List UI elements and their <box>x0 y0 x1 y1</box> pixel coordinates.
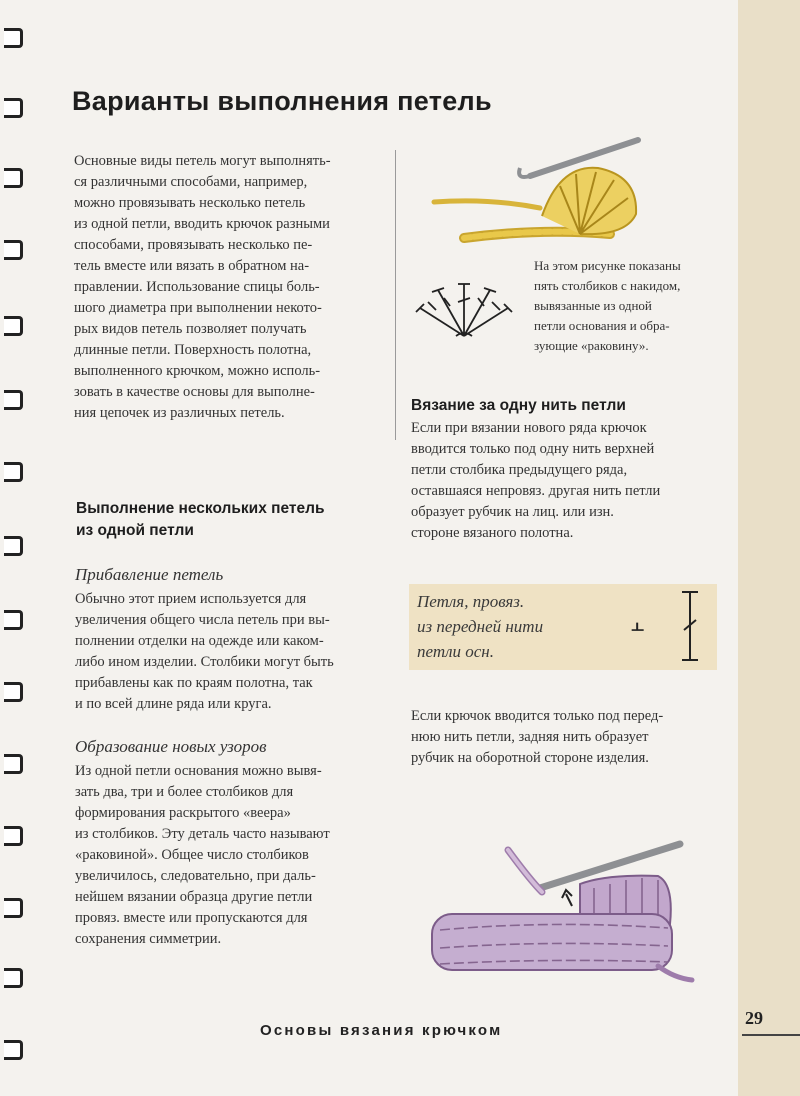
paragraph-line: нюю нить петли, задняя нить образует <box>411 729 649 745</box>
intro-paragraph <box>74 151 331 424</box>
paragraph-line: увеличилось, следовательно, при даль- <box>75 868 316 884</box>
paragraph-line: Из одной петли основания можно вывя- <box>75 763 322 779</box>
paragraph-line: Если при вязании нового ряда крючок <box>411 420 647 436</box>
paragraph-line: провяз. вместе или пропускаются для <box>75 910 308 926</box>
paragraph-line: формирования раскрытого «веера» <box>75 805 291 821</box>
paragraph-line: нейшем вязании образца другие петли <box>75 889 313 905</box>
one-thread-paragraph <box>411 418 660 544</box>
stitch-symbol-icon: ⫠ <box>631 612 645 637</box>
paragraph-line: петли столбика предыдущего ряда, <box>411 462 628 478</box>
increase-paragraph <box>75 589 334 715</box>
legend-text <box>417 589 543 664</box>
page-number: 29 <box>745 1008 763 1028</box>
intro-line: выполненного крючком, можно исполь- <box>74 363 321 379</box>
section-heading-line: Выполнение нескольких петель <box>76 500 325 517</box>
caption-line: вывязанные из одной <box>534 298 652 313</box>
paragraph-line: и по всей длине ряда или круга. <box>75 696 272 712</box>
caption-line: петли основания и обра- <box>534 318 670 333</box>
section-heading-line: из одной петли <box>76 522 194 539</box>
paragraph-line: оставшаяся непровяз. другая нить петли <box>411 483 661 499</box>
intro-line: рых видов петель позволяет получать <box>74 321 307 337</box>
legend-line: петли осн. <box>417 642 494 661</box>
subheading-patterns: Образование новых узоров <box>75 737 267 756</box>
patterns-paragraph <box>75 761 330 950</box>
page-number-rule <box>742 1034 800 1036</box>
front-loop-illustration <box>430 840 700 990</box>
intro-line: ся различными способами, например, <box>74 174 308 190</box>
intro-line: можно провязывать несколько петель <box>74 195 306 211</box>
paragraph-line: полнении отделки на одежде или каком- <box>75 633 324 649</box>
section-heading <box>76 498 325 542</box>
stitch-symbol-icon <box>675 590 705 662</box>
caption-line: пять столбиков с накидом, <box>534 278 681 293</box>
intro-line: способами, провязывать несколько пе- <box>74 237 313 253</box>
paragraph-line: вводится только под одну нить верхней <box>411 441 655 457</box>
shell-stitch-chart-icon <box>414 282 514 342</box>
spiral-binding-icon <box>0 0 30 1096</box>
intro-line: тель вместе или вязать в обратном на- <box>74 258 310 274</box>
column-divider <box>395 150 396 440</box>
paragraph-line: сохранения симметрии. <box>75 931 222 947</box>
legend-line: из передней нити <box>417 617 544 636</box>
shell-stitch-illustration <box>430 138 660 248</box>
caption-line: зующие «раковину». <box>534 338 649 353</box>
paragraph-line: из столбиков. Эту деталь часто называют <box>75 826 330 842</box>
intro-line: правлении. Использование спицы боль- <box>74 279 320 295</box>
section-heading-one-thread: Вязание за одну нить петли <box>411 397 626 414</box>
paragraph-line: Обычно этот прием используется для <box>75 591 307 607</box>
footer-book-title: Основы вязания крючком <box>260 1022 503 1039</box>
page-title: Варианты выполнения петель <box>72 86 492 116</box>
symbol-legend-box <box>409 584 717 670</box>
illustration-caption <box>534 256 681 356</box>
subheading-increase: Прибавление петель <box>75 565 224 584</box>
intro-line: ния цепочек из различных петель. <box>74 405 285 421</box>
paragraph-line: стороне вязаного полотна. <box>411 525 574 541</box>
paragraph-line: прибавлены как по краям полотна, так <box>75 675 313 691</box>
front-loop-paragraph <box>411 706 663 769</box>
paragraph-line: образует рубчик на лиц. или изн. <box>411 504 614 520</box>
paragraph-line: увеличения общего числа петель при вы- <box>75 612 330 628</box>
intro-line: длинные петли. Поверхность полотна, <box>74 342 312 358</box>
intro-line: Основные виды петель могут выполнять- <box>74 153 331 169</box>
intro-line: зовать в качестве основы для выполне- <box>74 384 315 400</box>
paragraph-line: «раковиной». Общее число столбиков <box>75 847 309 863</box>
paragraph-line: либо ином изделии. Столбики могут быть <box>75 654 334 670</box>
caption-line: На этом рисунке показаны <box>534 258 681 273</box>
legend-line: Петля, провяз. <box>417 592 525 611</box>
intro-line: шого диаметра при выполнении некото- <box>74 300 322 316</box>
intro-line: из одной петли, вводить крючок разными <box>74 216 330 232</box>
paragraph-line: зать два, три и более столбиков для <box>75 784 294 800</box>
paragraph-line: Если крючок вводится только под перед- <box>411 708 664 724</box>
paragraph-line: рубчик на оборотной стороне изделия. <box>411 750 649 766</box>
page-edge-strip <box>738 0 800 1096</box>
